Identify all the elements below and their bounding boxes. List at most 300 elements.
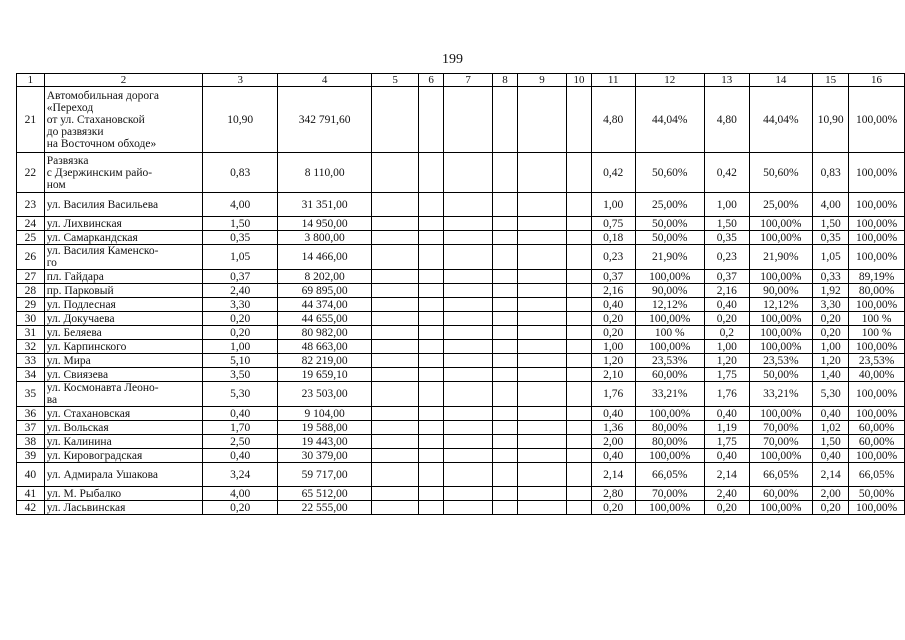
value-cell: 100,00% [849,501,905,515]
column-header: 4 [278,74,372,87]
value-cell: 80,00% [635,435,705,449]
road-name: ул. Беляева [44,326,202,340]
road-name: пр. Парковый [44,284,202,298]
value-cell: 44 655,00 [278,312,372,326]
value-cell: 2,00 [591,435,635,449]
value-cell: 19 659,10 [278,368,372,382]
value-cell: 10,90 [203,87,278,153]
value-cell: 5,10 [203,354,278,368]
empty-cell [419,326,444,340]
empty-cell [493,217,518,231]
column-header: 10 [567,74,592,87]
empty-cell [517,382,566,407]
value-cell: 59 717,00 [278,463,372,487]
value-cell: 100,00% [749,501,813,515]
empty-cell [493,87,518,153]
value-cell: 1,76 [705,382,750,407]
empty-cell [517,193,566,217]
empty-cell [419,153,444,193]
road-name: ул. Лихвинская [44,217,202,231]
value-cell: 23,53% [849,354,905,368]
value-cell: 0,20 [813,326,849,340]
empty-cell [493,449,518,463]
value-cell: 23 503,00 [278,382,372,407]
value-cell: 3,30 [203,298,278,312]
value-cell: 22 555,00 [278,501,372,515]
row-number: 37 [17,421,45,435]
value-cell: 100,00% [849,153,905,193]
empty-cell [444,193,493,217]
empty-cell [372,284,419,298]
empty-cell [493,245,518,270]
empty-cell [419,217,444,231]
empty-cell [444,340,493,354]
value-cell: 100,00% [749,231,813,245]
value-cell: 100,00% [749,312,813,326]
table-row [17,298,905,312]
empty-cell [567,193,592,217]
value-cell: 0,20 [203,501,278,515]
value-cell: 4,00 [203,193,278,217]
value-cell: 2,40 [203,284,278,298]
value-cell: 5,30 [203,382,278,407]
table-row [17,153,905,193]
value-cell: 50,00% [635,231,705,245]
empty-cell [517,231,566,245]
row-number: 30 [17,312,45,326]
value-cell: 10,90 [813,87,849,153]
column-header: 5 [372,74,419,87]
empty-cell [493,231,518,245]
empty-cell [567,326,592,340]
road-name: ул. Василия Васильева [44,193,202,217]
value-cell: 14 950,00 [278,217,372,231]
value-cell: 1,00 [591,193,635,217]
table-row [17,463,905,487]
empty-cell [444,449,493,463]
value-cell: 1,05 [203,245,278,270]
empty-cell [372,312,419,326]
empty-cell [419,231,444,245]
empty-cell [567,421,592,435]
road-name: ул. Кировоградская [44,449,202,463]
empty-cell [493,298,518,312]
value-cell: 0,20 [203,312,278,326]
value-cell: 100 % [635,326,705,340]
table-row [17,87,905,153]
value-cell: 80,00% [849,284,905,298]
empty-cell [517,501,566,515]
empty-cell [444,354,493,368]
empty-cell [567,340,592,354]
empty-cell [567,87,592,153]
road-name: ул. Карпинского [44,340,202,354]
value-cell: 1,00 [705,193,750,217]
value-cell: 69 895,00 [278,284,372,298]
value-cell: 50,00% [749,368,813,382]
empty-cell [444,270,493,284]
value-cell: 0,40 [705,298,750,312]
value-cell: 66,05% [635,463,705,487]
empty-cell [493,421,518,435]
value-cell: 33,21% [635,382,705,407]
value-cell: 66,05% [749,463,813,487]
empty-cell [493,270,518,284]
value-cell: 1,50 [203,217,278,231]
empty-cell [493,407,518,421]
row-number: 27 [17,270,45,284]
empty-cell [493,487,518,501]
table-row [17,217,905,231]
value-cell: 0,42 [705,153,750,193]
column-header: 1 [17,74,45,87]
road-name: ул. Самаркандская [44,231,202,245]
empty-cell [567,312,592,326]
empty-cell [444,368,493,382]
value-cell: 0,20 [591,312,635,326]
value-cell: 100,00% [849,217,905,231]
empty-cell [567,407,592,421]
table-row [17,421,905,435]
value-cell: 14 466,00 [278,245,372,270]
empty-cell [372,354,419,368]
value-cell: 100,00% [749,449,813,463]
road-name: Развязка с Дзержинским райо- ном [44,153,202,193]
value-cell: 31 351,00 [278,193,372,217]
empty-cell [493,340,518,354]
value-cell: 82 219,00 [278,354,372,368]
value-cell: 3,30 [813,298,849,312]
empty-cell [493,501,518,515]
value-cell: 1,75 [705,368,750,382]
table-row [17,382,905,407]
road-name: ул. М. Рыбалко [44,487,202,501]
table-row [17,231,905,245]
value-cell: 0,40 [203,407,278,421]
empty-cell [372,368,419,382]
value-cell: 1,50 [705,217,750,231]
value-cell: 3 800,00 [278,231,372,245]
empty-cell [372,487,419,501]
road-name: ул. Адмирала Ушакова [44,463,202,487]
column-header: 14 [749,74,813,87]
table-row [17,245,905,270]
value-cell: 0,35 [203,231,278,245]
value-cell: 12,12% [635,298,705,312]
value-cell: 0,20 [813,312,849,326]
value-cell: 70,00% [749,421,813,435]
value-cell: 100 % [849,326,905,340]
value-cell: 100,00% [749,326,813,340]
value-cell: 50,60% [749,153,813,193]
value-cell: 0,18 [591,231,635,245]
empty-cell [444,407,493,421]
value-cell: 100,00% [635,270,705,284]
value-cell: 100,00% [635,407,705,421]
column-header: 15 [813,74,849,87]
value-cell: 70,00% [635,487,705,501]
road-name: пл. Гайдара [44,270,202,284]
value-cell: 0,35 [705,231,750,245]
value-cell: 100,00% [749,270,813,284]
value-cell: 1,92 [813,284,849,298]
empty-cell [419,463,444,487]
empty-cell [372,326,419,340]
value-cell: 4,80 [591,87,635,153]
value-cell: 3,24 [203,463,278,487]
value-cell: 1,00 [705,340,750,354]
empty-cell [372,435,419,449]
value-cell: 100,00% [849,193,905,217]
value-cell: 0,20 [203,326,278,340]
empty-cell [567,298,592,312]
table-row [17,501,905,515]
road-name: ул. Докучаева [44,312,202,326]
empty-cell [372,421,419,435]
value-cell: 0,40 [203,449,278,463]
value-cell: 100,00% [849,87,905,153]
value-cell: 1,20 [813,354,849,368]
value-cell: 25,00% [635,193,705,217]
empty-cell [419,312,444,326]
empty-cell [493,193,518,217]
empty-cell [567,463,592,487]
empty-cell [372,231,419,245]
empty-cell [372,217,419,231]
empty-cell [419,501,444,515]
value-cell: 2,14 [813,463,849,487]
empty-cell [517,449,566,463]
empty-cell [493,312,518,326]
value-cell: 40,00% [849,368,905,382]
empty-cell [372,407,419,421]
column-header: 6 [419,74,444,87]
empty-cell [517,487,566,501]
empty-cell [419,382,444,407]
table-row [17,193,905,217]
row-number: 21 [17,87,45,153]
table-row [17,270,905,284]
value-cell: 70,00% [749,435,813,449]
row-number: 39 [17,449,45,463]
empty-cell [517,270,566,284]
value-cell: 342 791,60 [278,87,372,153]
empty-cell [419,421,444,435]
header-row [17,74,905,87]
empty-cell [419,368,444,382]
value-cell: 0,20 [705,501,750,515]
value-cell: 90,00% [635,284,705,298]
value-cell: 0,20 [591,326,635,340]
value-cell: 19 443,00 [278,435,372,449]
value-cell: 44,04% [635,87,705,153]
value-cell: 8 110,00 [278,153,372,193]
value-cell: 1,50 [813,435,849,449]
row-number: 24 [17,217,45,231]
value-cell: 50,00% [849,487,905,501]
empty-cell [517,153,566,193]
empty-cell [517,354,566,368]
table-row [17,354,905,368]
value-cell: 2,14 [705,463,750,487]
empty-cell [444,421,493,435]
value-cell: 60,00% [749,487,813,501]
table-row [17,340,905,354]
value-cell: 60,00% [849,435,905,449]
empty-cell [419,435,444,449]
road-name: ул. Космонавта Леоно- ва [44,382,202,407]
data-table [16,73,905,515]
empty-cell [567,217,592,231]
table-row [17,284,905,298]
value-cell: 1,75 [705,435,750,449]
row-number: 35 [17,382,45,407]
empty-cell [517,421,566,435]
row-number: 22 [17,153,45,193]
value-cell: 4,00 [203,487,278,501]
value-cell: 2,10 [591,368,635,382]
empty-cell [517,407,566,421]
value-cell: 2,16 [705,284,750,298]
empty-cell [567,501,592,515]
value-cell: 33,21% [749,382,813,407]
empty-cell [419,407,444,421]
value-cell: 2,80 [591,487,635,501]
empty-cell [517,368,566,382]
value-cell: 100,00% [635,312,705,326]
empty-cell [419,487,444,501]
empty-cell [372,501,419,515]
table-body [17,74,905,515]
value-cell: 1,36 [591,421,635,435]
empty-cell [493,435,518,449]
value-cell: 100,00% [635,501,705,515]
empty-cell [444,382,493,407]
value-cell: 1,20 [705,354,750,368]
empty-cell [567,245,592,270]
table-row [17,326,905,340]
value-cell: 100,00% [849,449,905,463]
value-cell: 100,00% [849,340,905,354]
value-cell: 60,00% [635,368,705,382]
empty-cell [419,284,444,298]
empty-cell [372,298,419,312]
empty-cell [444,153,493,193]
empty-cell [372,382,419,407]
value-cell: 65 512,00 [278,487,372,501]
value-cell: 2,00 [813,487,849,501]
row-number: 26 [17,245,45,270]
value-cell: 1,19 [705,421,750,435]
value-cell: 1,70 [203,421,278,435]
row-number: 41 [17,487,45,501]
empty-cell [517,326,566,340]
value-cell: 21,90% [749,245,813,270]
empty-cell [444,87,493,153]
value-cell: 60,00% [849,421,905,435]
empty-cell [419,245,444,270]
column-header: 16 [849,74,905,87]
road-name: ул. Василия Каменско- го [44,245,202,270]
empty-cell [567,368,592,382]
empty-cell [444,487,493,501]
empty-cell [372,245,419,270]
empty-cell [444,435,493,449]
value-cell: 0,23 [591,245,635,270]
value-cell: 66,05% [849,463,905,487]
value-cell: 0,23 [705,245,750,270]
value-cell: 0,20 [591,501,635,515]
value-cell: 30 379,00 [278,449,372,463]
empty-cell [444,231,493,245]
value-cell: 50,00% [635,217,705,231]
value-cell: 89,19% [849,270,905,284]
value-cell: 0,75 [591,217,635,231]
value-cell: 25,00% [749,193,813,217]
value-cell: 23,53% [749,354,813,368]
row-number: 34 [17,368,45,382]
empty-cell [567,487,592,501]
value-cell: 21,90% [635,245,705,270]
empty-cell [567,382,592,407]
empty-cell [372,449,419,463]
column-header: 9 [517,74,566,87]
empty-cell [444,298,493,312]
empty-cell [493,326,518,340]
value-cell: 48 663,00 [278,340,372,354]
empty-cell [517,87,566,153]
empty-cell [444,284,493,298]
value-cell: 100,00% [849,245,905,270]
empty-cell [567,270,592,284]
empty-cell [517,217,566,231]
value-cell: 90,00% [749,284,813,298]
empty-cell [444,217,493,231]
value-cell: 9 104,00 [278,407,372,421]
value-cell: 2,50 [203,435,278,449]
value-cell: 1,00 [591,340,635,354]
value-cell: 0,2 [705,326,750,340]
value-cell: 5,30 [813,382,849,407]
empty-cell [419,354,444,368]
value-cell: 100,00% [749,340,813,354]
value-cell: 0,40 [705,449,750,463]
value-cell: 80 982,00 [278,326,372,340]
empty-cell [444,463,493,487]
value-cell: 0,35 [813,231,849,245]
road-name: ул. Вольская [44,421,202,435]
empty-cell [493,153,518,193]
empty-cell [493,463,518,487]
value-cell: 0,20 [705,312,750,326]
column-header: 7 [444,74,493,87]
value-cell: 1,00 [203,340,278,354]
empty-cell [567,435,592,449]
empty-cell [493,382,518,407]
value-cell: 0,42 [591,153,635,193]
empty-cell [419,193,444,217]
value-cell: 4,00 [813,193,849,217]
column-header: 3 [203,74,278,87]
empty-cell [567,449,592,463]
road-name: Автомобильная дорога «Переход от ул. Стахановской до развязки на Восточном обходе» [44,87,202,153]
row-number: 40 [17,463,45,487]
road-name: ул. Свиязева [44,368,202,382]
value-cell: 0,40 [813,449,849,463]
empty-cell [372,193,419,217]
value-cell: 44 374,00 [278,298,372,312]
value-cell: 0,37 [591,270,635,284]
